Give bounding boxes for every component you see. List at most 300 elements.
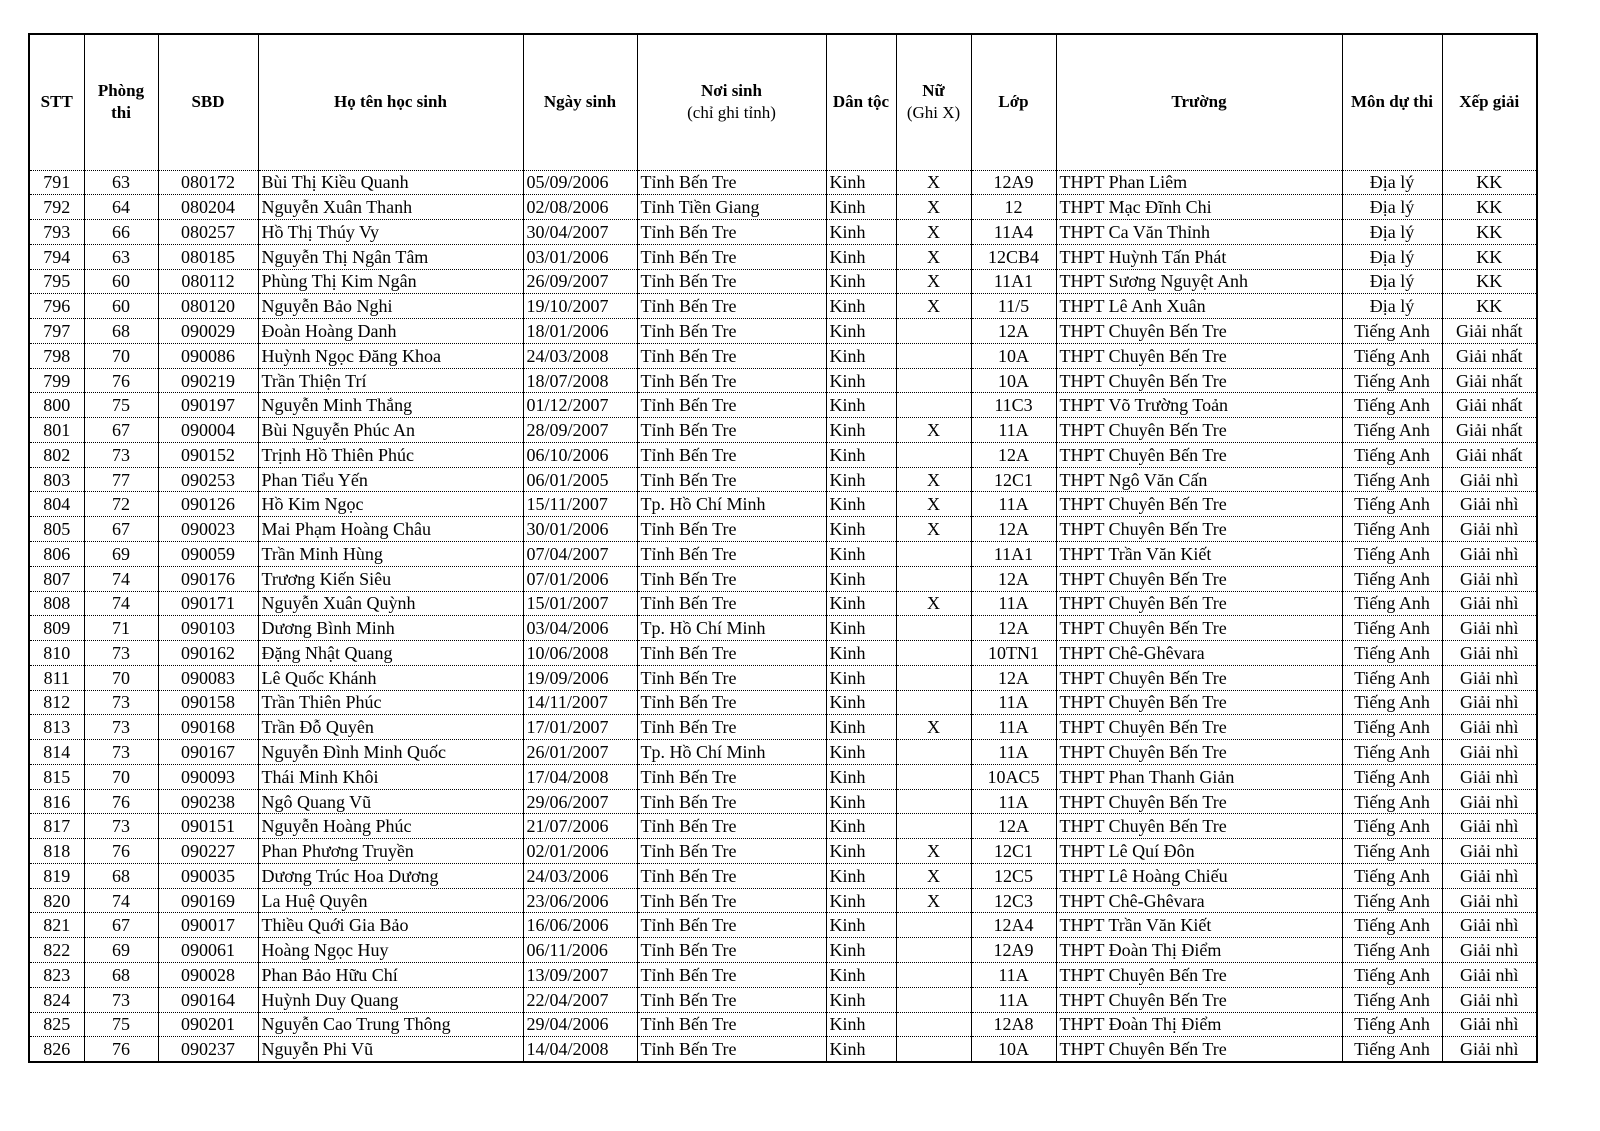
cell-xep-giai: Giải nhì — [1442, 467, 1537, 492]
cell-ho-ten: Thiều Quới Gia Bảo — [258, 913, 523, 938]
cell-mon-du-thi: Tiếng Anh — [1342, 467, 1442, 492]
cell-xep-giai: KK — [1442, 269, 1537, 294]
cell-xep-giai: KK — [1442, 294, 1537, 319]
cell-lop: 12 — [971, 195, 1056, 220]
cell-sbd: 090164 — [158, 987, 258, 1012]
cell-dan-toc: Kinh — [826, 170, 896, 195]
cell-lop: 11C3 — [971, 393, 1056, 418]
cell-truong: THPT Sương Nguyệt Anh — [1056, 269, 1342, 294]
cell-mon-du-thi: Tiếng Anh — [1342, 764, 1442, 789]
cell-noi-sinh: Tp. Hồ Chí Minh — [637, 492, 826, 517]
cell-xep-giai: Giải nhì — [1442, 764, 1537, 789]
cell-noi-sinh: Tỉnh Bến Tre — [637, 220, 826, 245]
cell-sbd: 080204 — [158, 195, 258, 220]
cell-phong-thi: 60 — [84, 294, 158, 319]
cell-sbd: 090093 — [158, 764, 258, 789]
cell-stt: 807 — [29, 566, 84, 591]
cell-xep-giai: KK — [1442, 220, 1537, 245]
cell-lop: 11A — [971, 987, 1056, 1012]
cell-ngay-sinh: 06/10/2006 — [523, 442, 637, 467]
cell-ho-ten: Trần Minh Hùng — [258, 541, 523, 566]
table-row — [29, 170, 1537, 195]
cell-sbd: 080120 — [158, 294, 258, 319]
cell-nu — [896, 789, 971, 814]
cell-sbd: 090028 — [158, 963, 258, 988]
cell-stt: 811 — [29, 665, 84, 690]
cell-noi-sinh: Tỉnh Bến Tre — [637, 319, 826, 344]
cell-nu — [896, 987, 971, 1012]
cell-ho-ten: Mai Phạm Hoàng Châu — [258, 517, 523, 542]
cell-nu — [896, 764, 971, 789]
cell-sbd: 080257 — [158, 220, 258, 245]
cell-phong-thi: 72 — [84, 492, 158, 517]
cell-noi-sinh: Tỉnh Bến Tre — [637, 442, 826, 467]
cell-mon-du-thi: Tiếng Anh — [1342, 715, 1442, 740]
cell-xep-giai: KK — [1442, 195, 1537, 220]
cell-stt: 799 — [29, 368, 84, 393]
cell-noi-sinh: Tỉnh Bến Tre — [637, 888, 826, 913]
cell-mon-du-thi: Tiếng Anh — [1342, 963, 1442, 988]
cell-ho-ten: Ngô Quang Vũ — [258, 789, 523, 814]
table-row — [29, 492, 1537, 517]
cell-lop: 11A — [971, 715, 1056, 740]
cell-nu: X — [896, 839, 971, 864]
cell-xep-giai: KK — [1442, 170, 1537, 195]
header-lop: Lớp — [971, 34, 1056, 170]
cell-dan-toc: Kinh — [826, 492, 896, 517]
cell-sbd: 090176 — [158, 566, 258, 591]
cell-stt: 793 — [29, 220, 84, 245]
cell-mon-du-thi: Tiếng Anh — [1342, 517, 1442, 542]
cell-truong: THPT Chê-Ghêvara — [1056, 641, 1342, 666]
cell-xep-giai: Giải nhì — [1442, 789, 1537, 814]
cell-dan-toc: Kinh — [826, 467, 896, 492]
cell-mon-du-thi: Địa lý — [1342, 195, 1442, 220]
cell-ho-ten: Dương Bình Minh — [258, 616, 523, 641]
cell-mon-du-thi: Tiếng Anh — [1342, 566, 1442, 591]
cell-stt: 822 — [29, 938, 84, 963]
cell-ho-ten: Dương Trúc Hoa Dương — [258, 863, 523, 888]
cell-dan-toc: Kinh — [826, 863, 896, 888]
cell-nu — [896, 616, 971, 641]
cell-truong: THPT Chuyên Bến Tre — [1056, 442, 1342, 467]
cell-ho-ten: Nguyễn Thị Ngân Tâm — [258, 244, 523, 269]
cell-xep-giai: Giải nhì — [1442, 616, 1537, 641]
cell-mon-du-thi: Tiếng Anh — [1342, 641, 1442, 666]
cell-lop: 12C5 — [971, 863, 1056, 888]
cell-mon-du-thi: Tiếng Anh — [1342, 888, 1442, 913]
cell-mon-du-thi: Địa lý — [1342, 269, 1442, 294]
cell-ngay-sinh: 26/09/2007 — [523, 269, 637, 294]
cell-lop: 11A — [971, 963, 1056, 988]
cell-ho-ten: Lê Quốc Khánh — [258, 665, 523, 690]
cell-dan-toc: Kinh — [826, 294, 896, 319]
cell-dan-toc: Kinh — [826, 888, 896, 913]
cell-truong: THPT Chuyên Bến Tre — [1056, 566, 1342, 591]
cell-phong-thi: 64 — [84, 195, 158, 220]
cell-dan-toc: Kinh — [826, 641, 896, 666]
cell-phong-thi: 70 — [84, 665, 158, 690]
cell-ho-ten: Bùi Nguyễn Phúc An — [258, 418, 523, 443]
cell-phong-thi: 67 — [84, 418, 158, 443]
cell-truong: THPT Chuyên Bến Tre — [1056, 963, 1342, 988]
cell-dan-toc: Kinh — [826, 1012, 896, 1037]
cell-stt: 810 — [29, 641, 84, 666]
table-row — [29, 517, 1537, 542]
table-row — [29, 963, 1537, 988]
cell-truong: THPT Chuyên Bến Tre — [1056, 814, 1342, 839]
cell-nu: X — [896, 418, 971, 443]
header-xep-giai: Xếp giải — [1442, 34, 1537, 170]
cell-nu: X — [896, 591, 971, 616]
cell-nu — [896, 442, 971, 467]
cell-stt: 816 — [29, 789, 84, 814]
cell-stt: 821 — [29, 913, 84, 938]
cell-noi-sinh: Tỉnh Bến Tre — [637, 963, 826, 988]
header-row — [29, 34, 1537, 170]
cell-lop: 12C1 — [971, 839, 1056, 864]
cell-sbd: 090152 — [158, 442, 258, 467]
header-noi-sinh — [637, 34, 826, 170]
cell-nu — [896, 1012, 971, 1037]
table-row — [29, 715, 1537, 740]
cell-stt: 808 — [29, 591, 84, 616]
cell-stt: 814 — [29, 740, 84, 765]
cell-phong-thi: 76 — [84, 789, 158, 814]
cell-truong: THPT Đoàn Thị Điểm — [1056, 1012, 1342, 1037]
cell-nu: X — [896, 220, 971, 245]
cell-dan-toc: Kinh — [826, 1037, 896, 1062]
cell-ho-ten: Trịnh Hồ Thiên Phúc — [258, 442, 523, 467]
cell-lop: 10A — [971, 343, 1056, 368]
cell-lop: 12C1 — [971, 467, 1056, 492]
cell-phong-thi: 70 — [84, 764, 158, 789]
cell-phong-thi: 76 — [84, 1037, 158, 1062]
cell-mon-du-thi: Tiếng Anh — [1342, 814, 1442, 839]
table-row — [29, 591, 1537, 616]
cell-stt: 792 — [29, 195, 84, 220]
cell-stt: 802 — [29, 442, 84, 467]
table-row — [29, 665, 1537, 690]
cell-mon-du-thi: Tiếng Anh — [1342, 789, 1442, 814]
cell-lop: 12A — [971, 319, 1056, 344]
cell-truong: THPT Đoàn Thị Điểm — [1056, 938, 1342, 963]
cell-xep-giai: Giải nhì — [1442, 814, 1537, 839]
cell-noi-sinh: Tp. Hồ Chí Minh — [637, 616, 826, 641]
cell-noi-sinh: Tỉnh Bến Tre — [637, 517, 826, 542]
cell-ngay-sinh: 06/01/2005 — [523, 467, 637, 492]
cell-stt: 826 — [29, 1037, 84, 1062]
cell-ho-ten: Đoàn Hoàng Danh — [258, 319, 523, 344]
cell-dan-toc: Kinh — [826, 517, 896, 542]
cell-nu — [896, 963, 971, 988]
cell-stt: 817 — [29, 814, 84, 839]
cell-lop: 11A — [971, 740, 1056, 765]
cell-phong-thi: 67 — [84, 913, 158, 938]
cell-dan-toc: Kinh — [826, 814, 896, 839]
cell-ho-ten: Nguyễn Minh Thắng — [258, 393, 523, 418]
header-nu-note: (Ghi X) — [906, 103, 961, 123]
cell-dan-toc: Kinh — [826, 913, 896, 938]
cell-xep-giai: Giải nhì — [1442, 492, 1537, 517]
cell-ngay-sinh: 16/06/2006 — [523, 913, 637, 938]
cell-lop: 10AC5 — [971, 764, 1056, 789]
cell-ho-ten: Nguyễn Bảo Nghi — [258, 294, 523, 319]
cell-xep-giai: Giải nhì — [1442, 1037, 1537, 1062]
cell-ho-ten: Phùng Thị Kim Ngân — [258, 269, 523, 294]
cell-noi-sinh: Tỉnh Bến Tre — [637, 591, 826, 616]
cell-lop: 11/5 — [971, 294, 1056, 319]
cell-ho-ten: Trương Kiến Siêu — [258, 566, 523, 591]
cell-truong: THPT Chuyên Bến Tre — [1056, 740, 1342, 765]
table-row — [29, 294, 1537, 319]
cell-nu — [896, 541, 971, 566]
cell-sbd: 090171 — [158, 591, 258, 616]
cell-phong-thi: 77 — [84, 467, 158, 492]
cell-ngay-sinh: 01/12/2007 — [523, 393, 637, 418]
cell-noi-sinh: Tỉnh Bến Tre — [637, 1037, 826, 1062]
student-awards-table — [28, 33, 1538, 1063]
cell-truong: THPT Huỳnh Tấn Phát — [1056, 244, 1342, 269]
cell-noi-sinh: Tỉnh Bến Tre — [637, 913, 826, 938]
cell-nu: X — [896, 517, 971, 542]
cell-xep-giai: Giải nhì — [1442, 715, 1537, 740]
cell-stt: 805 — [29, 517, 84, 542]
cell-noi-sinh: Tỉnh Bến Tre — [637, 393, 826, 418]
cell-truong: THPT Chuyên Bến Tre — [1056, 492, 1342, 517]
cell-ngay-sinh: 18/07/2008 — [523, 368, 637, 393]
cell-stt: 825 — [29, 1012, 84, 1037]
cell-nu — [896, 690, 971, 715]
header-truong: Trường — [1056, 34, 1342, 170]
cell-mon-du-thi: Tiếng Anh — [1342, 839, 1442, 864]
cell-stt: 801 — [29, 418, 84, 443]
cell-lop: 12A4 — [971, 913, 1056, 938]
table-row — [29, 442, 1537, 467]
cell-mon-du-thi: Tiếng Anh — [1342, 319, 1442, 344]
cell-truong: THPT Trần Văn Kiết — [1056, 913, 1342, 938]
cell-lop: 11A — [971, 591, 1056, 616]
header-stt: STT — [29, 34, 84, 170]
cell-ngay-sinh: 23/06/2006 — [523, 888, 637, 913]
table-row — [29, 814, 1537, 839]
cell-ho-ten: Nguyễn Xuân Quỳnh — [258, 591, 523, 616]
cell-phong-thi: 68 — [84, 319, 158, 344]
table-row — [29, 789, 1537, 814]
cell-noi-sinh: Tỉnh Bến Tre — [637, 467, 826, 492]
cell-mon-du-thi: Tiếng Anh — [1342, 442, 1442, 467]
header-ho-ten: Họ tên học sinh — [258, 34, 523, 170]
cell-xep-giai: Giải nhì — [1442, 641, 1537, 666]
cell-ho-ten: Trần Thiện Trí — [258, 368, 523, 393]
cell-xep-giai: Giải nhất — [1442, 393, 1537, 418]
cell-ngay-sinh: 10/06/2008 — [523, 641, 637, 666]
cell-noi-sinh: Tỉnh Bến Tre — [637, 418, 826, 443]
cell-sbd: 090201 — [158, 1012, 258, 1037]
cell-dan-toc: Kinh — [826, 566, 896, 591]
table-row — [29, 987, 1537, 1012]
cell-lop: 12A9 — [971, 938, 1056, 963]
cell-dan-toc: Kinh — [826, 591, 896, 616]
cell-ho-ten: Huỳnh Duy Quang — [258, 987, 523, 1012]
cell-sbd: 090169 — [158, 888, 258, 913]
cell-sbd: 090237 — [158, 1037, 258, 1062]
cell-lop: 12A9 — [971, 170, 1056, 195]
table-row — [29, 393, 1537, 418]
cell-truong: THPT Chuyên Bến Tre — [1056, 517, 1342, 542]
cell-mon-du-thi: Tiếng Anh — [1342, 616, 1442, 641]
cell-nu — [896, 368, 971, 393]
cell-mon-du-thi: Tiếng Anh — [1342, 492, 1442, 517]
header-sbd: SBD — [158, 34, 258, 170]
cell-dan-toc: Kinh — [826, 541, 896, 566]
cell-phong-thi: 63 — [84, 170, 158, 195]
cell-ngay-sinh: 19/09/2006 — [523, 665, 637, 690]
cell-lop: 11A — [971, 492, 1056, 517]
cell-ngay-sinh: 24/03/2008 — [523, 343, 637, 368]
cell-phong-thi: 60 — [84, 269, 158, 294]
cell-ngay-sinh: 29/04/2006 — [523, 1012, 637, 1037]
cell-phong-thi: 71 — [84, 616, 158, 641]
cell-sbd: 090017 — [158, 913, 258, 938]
cell-lop: 12C3 — [971, 888, 1056, 913]
cell-lop: 11A1 — [971, 269, 1056, 294]
cell-phong-thi: 75 — [84, 1012, 158, 1037]
cell-phong-thi: 68 — [84, 863, 158, 888]
cell-lop: 11A — [971, 789, 1056, 814]
cell-truong: THPT Chuyên Bến Tre — [1056, 1037, 1342, 1062]
cell-stt: 804 — [29, 492, 84, 517]
cell-lop: 11A4 — [971, 220, 1056, 245]
table-row — [29, 938, 1537, 963]
table-row — [29, 343, 1537, 368]
cell-lop: 12CB4 — [971, 244, 1056, 269]
cell-stt: 823 — [29, 963, 84, 988]
cell-nu: X — [896, 863, 971, 888]
cell-nu — [896, 740, 971, 765]
cell-dan-toc: Kinh — [826, 418, 896, 443]
cell-ho-ten: Trần Đỗ Quyên — [258, 715, 523, 740]
cell-noi-sinh: Tỉnh Bến Tre — [637, 863, 826, 888]
cell-ho-ten: Phan Phương Truyền — [258, 839, 523, 864]
cell-xep-giai: Giải nhì — [1442, 740, 1537, 765]
cell-ngay-sinh: 30/04/2007 — [523, 220, 637, 245]
cell-ngay-sinh: 07/01/2006 — [523, 566, 637, 591]
cell-sbd: 090029 — [158, 319, 258, 344]
cell-nu — [896, 814, 971, 839]
cell-nu: X — [896, 195, 971, 220]
cell-phong-thi: 73 — [84, 641, 158, 666]
cell-nu: X — [896, 467, 971, 492]
cell-sbd: 090035 — [158, 863, 258, 888]
cell-xep-giai: Giải nhất — [1442, 418, 1537, 443]
cell-dan-toc: Kinh — [826, 343, 896, 368]
table-row — [29, 616, 1537, 641]
cell-sbd: 090253 — [158, 467, 258, 492]
cell-dan-toc: Kinh — [826, 938, 896, 963]
cell-ho-ten: Phan Bảo Hữu Chí — [258, 963, 523, 988]
cell-ho-ten: Nguyễn Phi Vũ — [258, 1037, 523, 1062]
cell-lop: 10A — [971, 1037, 1056, 1062]
cell-truong: THPT Chê-Ghêvara — [1056, 888, 1342, 913]
cell-mon-du-thi: Địa lý — [1342, 244, 1442, 269]
cell-ngay-sinh: 15/01/2007 — [523, 591, 637, 616]
cell-sbd: 090167 — [158, 740, 258, 765]
cell-sbd: 090023 — [158, 517, 258, 542]
cell-ho-ten: Hồ Thị Thúy Vy — [258, 220, 523, 245]
cell-stt: 819 — [29, 863, 84, 888]
cell-xep-giai: Giải nhì — [1442, 566, 1537, 591]
cell-sbd: 090219 — [158, 368, 258, 393]
cell-ngay-sinh: 19/10/2007 — [523, 294, 637, 319]
cell-xep-giai: Giải nhì — [1442, 591, 1537, 616]
cell-mon-du-thi: Tiếng Anh — [1342, 690, 1442, 715]
cell-ngay-sinh: 02/08/2006 — [523, 195, 637, 220]
cell-dan-toc: Kinh — [826, 442, 896, 467]
cell-ngay-sinh: 03/01/2006 — [523, 244, 637, 269]
cell-noi-sinh: Tỉnh Bến Tre — [637, 368, 826, 393]
table-row — [29, 1012, 1537, 1037]
header-dan-toc: Dân tộc — [826, 34, 896, 170]
cell-noi-sinh: Tỉnh Bến Tre — [637, 839, 826, 864]
cell-mon-du-thi: Tiếng Anh — [1342, 987, 1442, 1012]
cell-lop: 12A — [971, 442, 1056, 467]
cell-dan-toc: Kinh — [826, 319, 896, 344]
cell-dan-toc: Kinh — [826, 764, 896, 789]
table-row — [29, 418, 1537, 443]
cell-nu — [896, 343, 971, 368]
table-row — [29, 220, 1537, 245]
cell-noi-sinh: Tỉnh Bến Tre — [637, 294, 826, 319]
header-mon-du-thi: Môn dự thi — [1342, 34, 1442, 170]
cell-ho-ten: Huỳnh Ngọc Đăng Khoa — [258, 343, 523, 368]
cell-xep-giai: Giải nhì — [1442, 690, 1537, 715]
table-row — [29, 839, 1537, 864]
cell-ngay-sinh: 22/04/2007 — [523, 987, 637, 1012]
cell-noi-sinh: Tỉnh Bến Tre — [637, 269, 826, 294]
cell-phong-thi: 69 — [84, 541, 158, 566]
cell-xep-giai: Giải nhì — [1442, 541, 1537, 566]
cell-phong-thi: 73 — [84, 814, 158, 839]
cell-truong: THPT Ngô Văn Cấn — [1056, 467, 1342, 492]
cell-mon-du-thi: Tiếng Anh — [1342, 665, 1442, 690]
cell-ngay-sinh: 07/04/2007 — [523, 541, 637, 566]
cell-xep-giai: Giải nhì — [1442, 938, 1537, 963]
cell-ho-ten: Phan Tiểu Yến — [258, 467, 523, 492]
cell-ngay-sinh: 14/04/2008 — [523, 1037, 637, 1062]
cell-truong: THPT Ca Văn Thỉnh — [1056, 220, 1342, 245]
cell-stt: 824 — [29, 987, 84, 1012]
cell-dan-toc: Kinh — [826, 987, 896, 1012]
cell-dan-toc: Kinh — [826, 368, 896, 393]
table-row — [29, 764, 1537, 789]
cell-mon-du-thi: Tiếng Anh — [1342, 368, 1442, 393]
cell-phong-thi: 73 — [84, 442, 158, 467]
cell-ho-ten: Nguyễn Hoàng Phúc — [258, 814, 523, 839]
cell-ngay-sinh: 17/04/2008 — [523, 764, 637, 789]
cell-ngay-sinh: 13/09/2007 — [523, 963, 637, 988]
header-noi-sinh-note: (chỉ ghi tỉnh) — [687, 103, 776, 123]
cell-lop: 11A1 — [971, 541, 1056, 566]
cell-stt: 794 — [29, 244, 84, 269]
cell-phong-thi: 74 — [84, 591, 158, 616]
cell-xep-giai: KK — [1442, 244, 1537, 269]
cell-mon-du-thi: Địa lý — [1342, 294, 1442, 319]
cell-noi-sinh: Tỉnh Bến Tre — [637, 789, 826, 814]
table-row — [29, 467, 1537, 492]
cell-noi-sinh: Tỉnh Bến Tre — [637, 641, 826, 666]
table-row — [29, 269, 1537, 294]
